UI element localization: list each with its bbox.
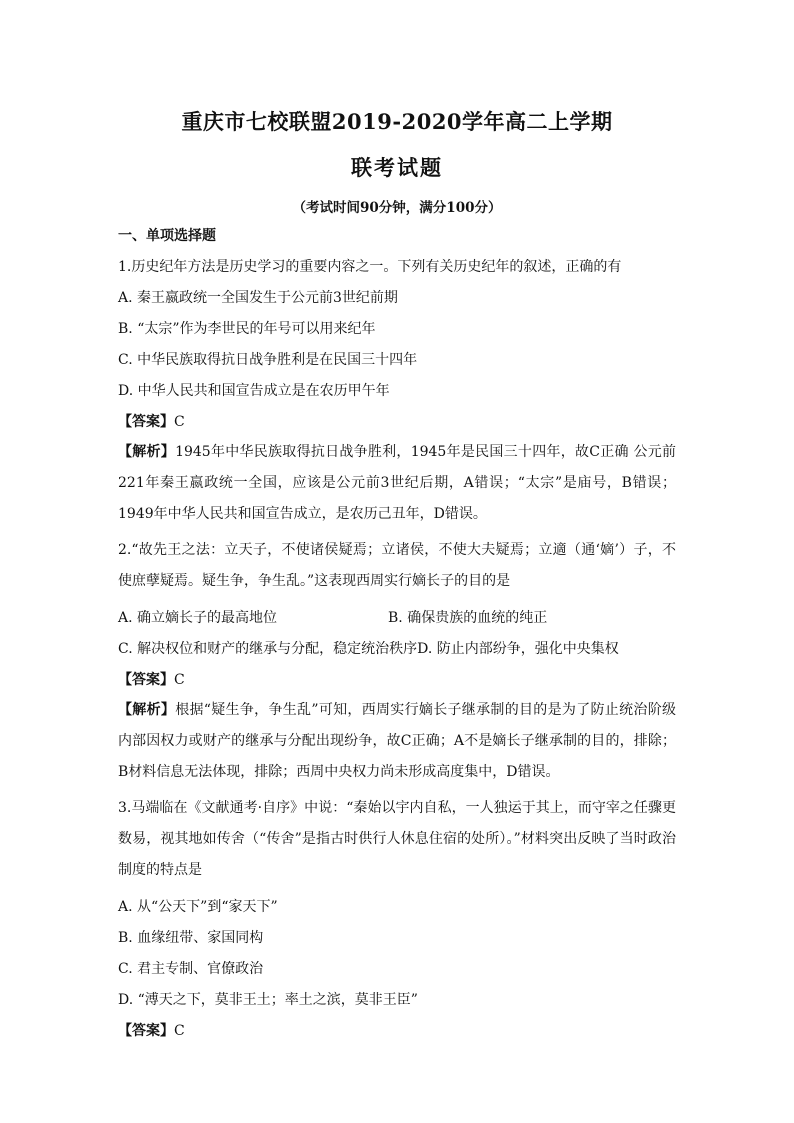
analysis-tag: 【解析】 <box>118 444 176 460</box>
section-heading: 一、单项选择题 <box>118 228 216 244</box>
q2-option-d: D. 防止内部纷争，强化中央集权 <box>417 641 619 657</box>
q3-option-c: C. 君主专制、官僚政治 <box>118 961 264 977</box>
q2-options-row-2 <box>118 639 676 659</box>
answer-tag: 【答案】 <box>118 414 174 430</box>
q3-option-d: D. “溥天之下，莫非王土；率土之滨，莫非王臣” <box>118 992 418 1008</box>
q2-options-row-1 <box>118 608 676 628</box>
q3-stem: 3.马端临在《文献通考·自序》中说：“秦始以宇内自私，一人独运于其上，而守宰之任骤更数易，视其地如传舍（“传舍”是指古时供行人休息住宿的处所）。”材料突出反映了当时政治制度的特点是 <box>118 800 676 878</box>
analysis-tag: 【解析】 <box>118 702 176 718</box>
page-subtitle: 联考试题 <box>351 155 443 180</box>
q1-option-b: B. “太宗”作为李世民的年号可以用来纪年 <box>118 321 376 337</box>
q1-stem: 1.历史纪年方法是历史学习的重要内容之一。下列有关历史纪年的叙述，正确的有 <box>118 259 622 275</box>
q2-option-c: C. 解决权位和财产的继承与分配，稳定统治秩序 <box>118 641 418 657</box>
answer-value: C <box>174 414 185 430</box>
q2-analysis <box>118 695 676 788</box>
answer-value: C <box>174 672 185 688</box>
answer-tag: 【答案】 <box>118 1023 174 1039</box>
analysis-text: 根据“疑生争，争生乱”可知，西周实行嫡长子继承制的目的是为了防止统治阶级内部因权力或财产的继承与分配出现纷争，故C正确；A不是嫡长子继承制的目的，排除；B材料信息无法体现，排除；西周中央权力尚未形成高度集中，D错误。 <box>118 702 677 780</box>
page-title: 重庆市七校联盟2019-2020学年高二上学期 <box>181 109 613 134</box>
exam-note: （考试时间90分钟，满分100分） <box>292 200 502 216</box>
answer-value: C <box>174 1023 185 1039</box>
answer-tag: 【答案】 <box>118 672 174 688</box>
q2-option-b: B. 确保贵族的血统的纯正 <box>388 610 548 626</box>
q1-option-d: D. 中华人民共和国宣告成立是在农历甲午年 <box>118 383 390 399</box>
q1-answer <box>118 412 676 432</box>
q1-analysis <box>118 437 676 530</box>
q3-answer <box>118 1021 676 1041</box>
q2-stem: 2.“故先王之法：立天子，不使诸侯疑焉；立诸侯，不使大夫疑焉；立適（通‘嫡’）子，不使庶孽疑焉。疑生争，争生乱。”这表现西周实行嫡长子的目的是 <box>118 542 676 589</box>
q2-option-a: A. 确立嫡长子的最高地位 <box>118 610 278 626</box>
q1-option-c: C. 中华民族取得抗日战争胜利是在民国三十四年 <box>118 352 418 368</box>
q1-option-a: A. 秦王嬴政统一全国发生于公元前3世纪前期 <box>118 290 398 306</box>
q3-option-a: A. 从“公天下”到“家天下” <box>118 899 278 915</box>
q3-option-b: B. 血缘纽带、家国同构 <box>118 930 264 946</box>
q2-answer <box>118 670 676 690</box>
analysis-text: 1945年中华民族取得抗日战争胜利，1945年是民国三十四年，故C正确 公元前221年秦王嬴政统一全国，应该是公元前3世纪后期，A错误；“太宗”是庙号，B错误；1949年中华人民共和国宣告成立，是农历己丑年，D错误。 <box>118 444 677 522</box>
